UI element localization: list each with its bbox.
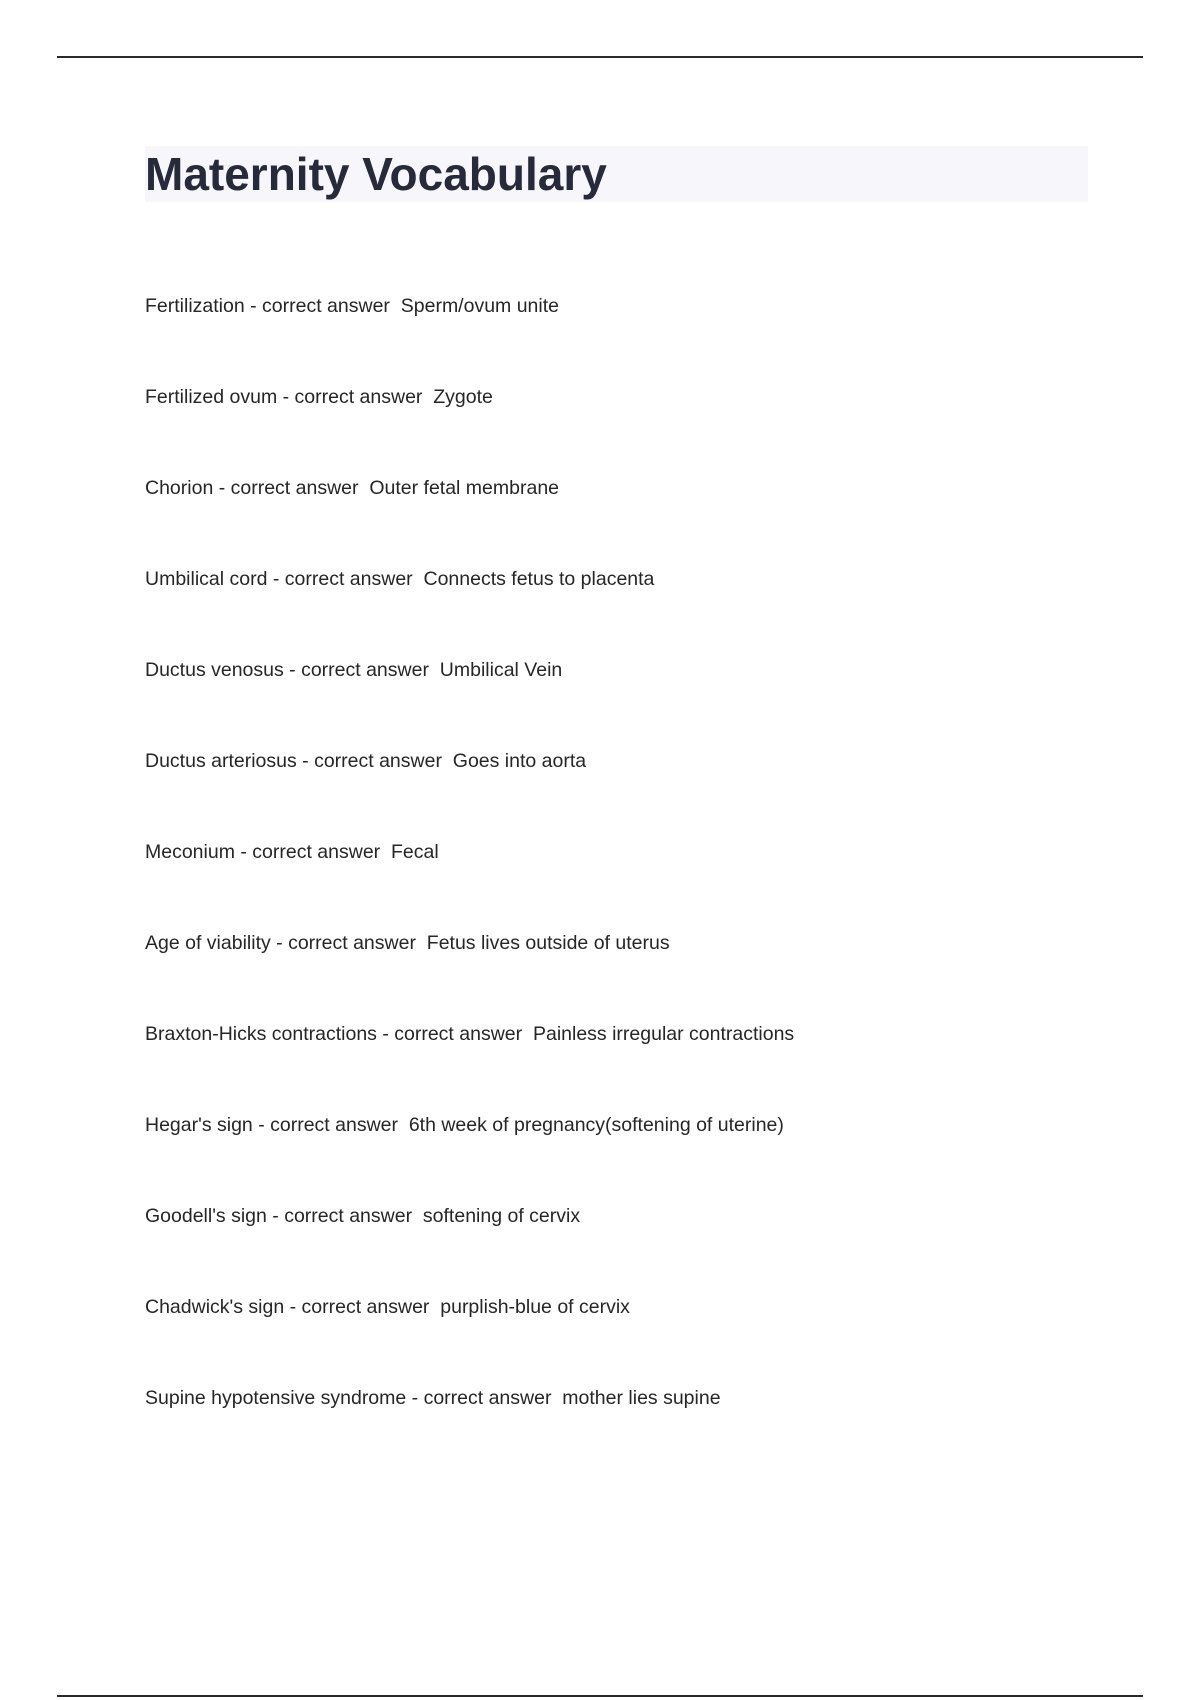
term: Chorion (145, 477, 214, 499)
list-item (145, 1020, 1145, 1111)
separator: - correct answer (234, 841, 391, 863)
separator: - correct answer (296, 750, 453, 772)
term: Supine hypotensive syndrome (145, 1387, 407, 1409)
answer: Umbilical Vein (439, 659, 563, 681)
list-item (145, 292, 1145, 383)
answer: Zygote (433, 386, 493, 408)
separator: - correct answer (244, 295, 401, 317)
vocabulary-list (145, 292, 1145, 1475)
answer: 6th week of pregnancy(softening of uterine) (408, 1114, 784, 1136)
term: Fertilization (145, 295, 245, 317)
separator: - correct answer (406, 1387, 563, 1409)
top-rule (57, 56, 1143, 58)
answer: Goes into aorta (452, 750, 587, 772)
list-item (145, 838, 1145, 929)
separator: - correct answer (213, 477, 370, 499)
answer: Fetus lives outside of uterus (426, 932, 670, 954)
list-item (145, 474, 1145, 565)
term: Goodell's sign (145, 1205, 267, 1227)
term: Meconium (145, 841, 235, 863)
answer: Painless irregular contractions (532, 1023, 795, 1045)
term: Ductus venosus (145, 659, 284, 681)
term: Ductus arteriosus (145, 750, 297, 772)
answer: Sperm/ovum unite (400, 295, 559, 317)
bottom-rule (57, 1695, 1143, 1697)
answer: softening of cervix (422, 1205, 581, 1227)
answer: Connects fetus to placenta (423, 568, 655, 590)
list-item (145, 1384, 1145, 1475)
answer: mother lies supine (562, 1387, 721, 1409)
term: Fertilized ovum (145, 386, 278, 408)
term: Age of viability (145, 932, 271, 954)
term: Braxton-Hicks contractions (145, 1023, 377, 1045)
list-item (145, 656, 1145, 747)
separator: - correct answer (266, 1205, 423, 1227)
list-item (145, 1111, 1145, 1202)
term: Umbilical cord (145, 568, 268, 590)
list-item (145, 1293, 1145, 1384)
term: Hegar's sign (145, 1114, 253, 1136)
list-item (145, 565, 1145, 656)
answer: purplish-blue of cervix (440, 1296, 630, 1318)
separator: - correct answer (376, 1023, 533, 1045)
list-item (145, 929, 1145, 1020)
separator: - correct answer (270, 932, 427, 954)
answer: Fecal (391, 841, 439, 863)
separator: - correct answer (283, 659, 440, 681)
list-item (145, 383, 1145, 474)
separator: - correct answer (277, 386, 434, 408)
list-item (145, 1202, 1145, 1293)
answer: Outer fetal membrane (369, 477, 560, 499)
separator: - correct answer (284, 1296, 441, 1318)
separator: - correct answer (267, 568, 424, 590)
separator: - correct answer (252, 1114, 409, 1136)
page-title: Maternity Vocabulary (145, 148, 607, 200)
term: Chadwick's sign (145, 1296, 285, 1318)
list-item (145, 747, 1145, 838)
